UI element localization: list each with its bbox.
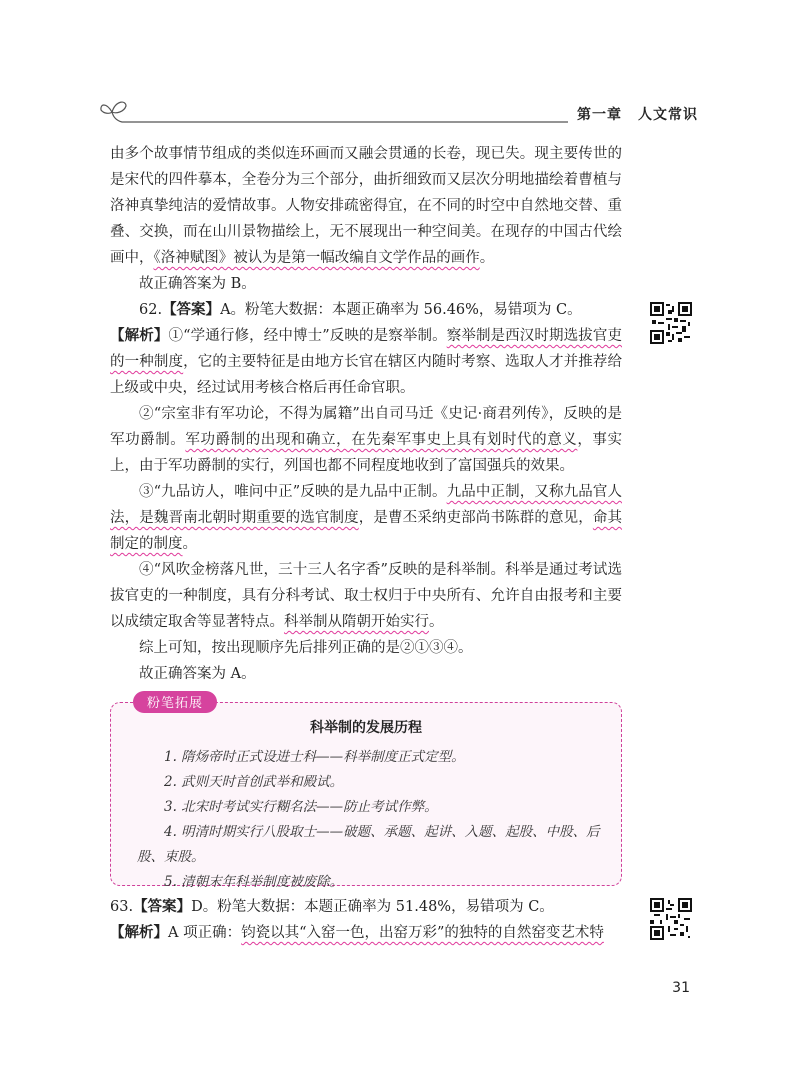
q62-analysis-1: 【解析】①“学通行修，经中博士”反映的是察举制。察举制是西汉时期选拔官吏的一种制度，它的主要特征是由地方长官在辖区内随时考察、选取人才并推荐给上级或中央，经过试用考核合格后再任命官职。 — [110, 327, 623, 396]
chapter-name: 人文常识 — [638, 107, 698, 123]
qr-code-icon[interactable] — [650, 302, 692, 344]
extension-tag: 粉笔拓展 — [133, 691, 217, 713]
q63-content — [110, 894, 622, 946]
intro-paragraph: 由多个故事情节组成的类似连环画而又融会贯通的长卷，现已失。现主要传世的是宋代的四件摹本，全卷分为三个部分，曲折细致而又层次分明地描绘着曹植与洛神真挚纯洁的爱情故事。人物安排疏密得宜，在不同的时空中自然地交替、重叠、交换，而在山川景物描绘上，无不展现出一种空间美。在现存的中国古代绘画中，《洛神赋图》被认为是第一幅改编自文学作品的画作。 — [110, 146, 622, 266]
extension-box — [110, 696, 622, 890]
q62-final: 故正确答案为 A。 — [139, 666, 256, 682]
q62-analysis-3: ③“九品访人，唯问中正”反映的是九品中正制。九品中正制，又称九品官人法，是魏晋南北朝时期重要的选官制度，是曹丕采纳吏部尚书陈群的意见，命其制定的制度。 — [110, 484, 623, 552]
main-content — [110, 141, 622, 687]
chapter-number: 第一章 — [577, 107, 622, 123]
list-item: 3. 北宋时考试实行糊名法——防止考试作弊。 — [164, 799, 438, 815]
q62-summary: 综上可知，按出现顺序先后排列正确的是②①③④。 — [139, 640, 473, 656]
extension-list — [137, 745, 601, 895]
chapter-title — [577, 104, 698, 124]
q62-analysis-2: ②“宗室非有军功论，不得为属籍”出自司马迁《史记·商君列传》，反映的是军功爵制。军功爵制的出现和确立，在先秦军事史上具有划时代的意义，事实上，由于军功爵制的实行，列国也都不同程度地收到了富国强兵的效果。 — [110, 406, 623, 474]
q63-analysis: 【解析】A 项正确：钧瓷以其“入窑一色，出窑万彩”的独特的自然窑变艺术特 — [110, 924, 604, 941]
answer-61: 故正确答案为 B。 — [139, 276, 256, 292]
list-item: 4. 明清时期实行八股取士——破题、承题、起讲、入题、起股、中股、后股、束股。 — [137, 824, 600, 865]
list-item: 1. 隋炀帝时正式设进士科——科举制度正式定型。 — [164, 749, 465, 765]
qr-code-icon[interactable] — [650, 898, 692, 940]
underlined-text: 《洛神赋图》被认为是第一幅改编自文学作品的画作 — [153, 250, 480, 266]
page-header — [98, 96, 698, 130]
extension-title: 科举制的发展历程 — [310, 720, 422, 736]
list-item: 5. 清朝末年科举制度被废除。 — [164, 874, 344, 890]
q62-analysis-4: ④“风吹金榜落凡世，三十三人名字香”反映的是科举制。科举是通过考试选拔官吏的一种制度，具有分科考试、取士权归于中央所有、允许自由报考和主要以成绩定取舍等显著特点。科举制从隋朝开始实行。 — [110, 562, 622, 630]
q62-answer: 62.【答案】A。粉笔大数据：本题正确率为 56.46%，易错项为 C。 — [139, 301, 582, 318]
page-number: 31 — [672, 980, 690, 996]
q63-answer: 63.【答案】D。粉笔大数据：本题正确率为 51.48%，易错项为 C。 — [110, 898, 554, 915]
list-item: 2. 武则天时首创武举和殿试。 — [164, 774, 344, 790]
